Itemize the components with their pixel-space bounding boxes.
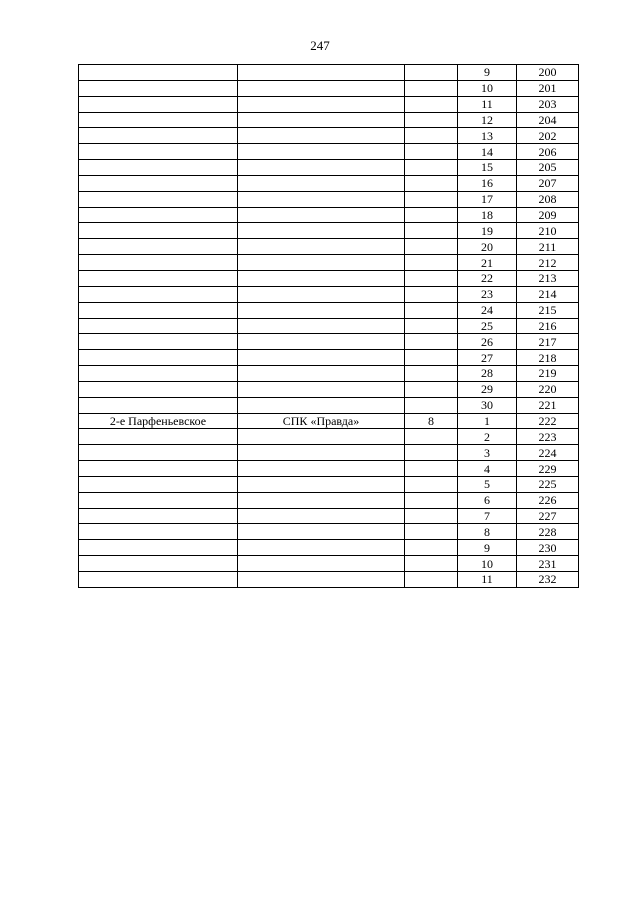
number-cell: 9	[458, 65, 517, 81]
table-row	[79, 429, 579, 445]
number-cell: 29	[458, 381, 517, 397]
settlement-cell	[79, 112, 238, 128]
data-table	[78, 64, 579, 588]
table-row	[79, 270, 579, 286]
settlement-cell	[79, 191, 238, 207]
settlement-cell	[79, 492, 238, 508]
code-cell: 215	[517, 302, 579, 318]
count-cell	[405, 381, 458, 397]
organization-cell	[238, 429, 405, 445]
number-cell: 6	[458, 492, 517, 508]
number-cell: 10	[458, 556, 517, 572]
count-cell	[405, 429, 458, 445]
organization-cell	[238, 239, 405, 255]
organization-cell	[238, 461, 405, 477]
count-cell	[405, 255, 458, 271]
number-cell: 7	[458, 508, 517, 524]
table-row	[79, 223, 579, 239]
number-cell: 25	[458, 318, 517, 334]
organization-cell	[238, 255, 405, 271]
count-cell	[405, 572, 458, 588]
settlement-cell	[79, 334, 238, 350]
table-row	[79, 96, 579, 112]
settlement-cell	[79, 476, 238, 492]
settlement-cell	[79, 445, 238, 461]
table-row	[79, 381, 579, 397]
table-row	[79, 572, 579, 588]
number-cell: 11	[458, 96, 517, 112]
code-cell: 226	[517, 492, 579, 508]
table-row	[79, 80, 579, 96]
code-cell: 217	[517, 334, 579, 350]
organization-cell	[238, 207, 405, 223]
code-cell: 209	[517, 207, 579, 223]
organization-cell	[238, 350, 405, 366]
count-cell	[405, 96, 458, 112]
number-cell: 4	[458, 461, 517, 477]
organization-cell	[238, 540, 405, 556]
settlement-cell	[79, 255, 238, 271]
organization-cell	[238, 445, 405, 461]
organization-cell	[238, 524, 405, 540]
number-cell: 3	[458, 445, 517, 461]
organization-cell	[238, 302, 405, 318]
table-row	[79, 318, 579, 334]
code-cell: 231	[517, 556, 579, 572]
table-body	[79, 65, 579, 588]
table-row	[79, 524, 579, 540]
organization-cell	[238, 508, 405, 524]
organization-cell	[238, 80, 405, 96]
organization-cell	[238, 160, 405, 176]
number-cell: 22	[458, 270, 517, 286]
count-cell: 8	[405, 413, 458, 429]
table-row	[79, 144, 579, 160]
number-cell: 1	[458, 413, 517, 429]
table-row	[79, 366, 579, 382]
code-cell: 207	[517, 175, 579, 191]
organization-cell	[238, 286, 405, 302]
code-cell: 206	[517, 144, 579, 160]
code-cell: 204	[517, 112, 579, 128]
count-cell	[405, 144, 458, 160]
table-row	[79, 445, 579, 461]
count-cell	[405, 318, 458, 334]
count-cell	[405, 397, 458, 413]
settlement-cell	[79, 223, 238, 239]
number-cell: 26	[458, 334, 517, 350]
number-cell: 18	[458, 207, 517, 223]
count-cell	[405, 223, 458, 239]
settlement-cell	[79, 366, 238, 382]
count-cell	[405, 445, 458, 461]
settlement-cell	[79, 508, 238, 524]
count-cell	[405, 65, 458, 81]
count-cell	[405, 366, 458, 382]
code-cell: 227	[517, 508, 579, 524]
code-cell: 224	[517, 445, 579, 461]
count-cell	[405, 80, 458, 96]
count-cell	[405, 302, 458, 318]
number-cell: 16	[458, 175, 517, 191]
settlement-cell	[79, 381, 238, 397]
table-row	[79, 540, 579, 556]
settlement-cell	[79, 128, 238, 144]
code-cell: 222	[517, 413, 579, 429]
organization-cell	[238, 318, 405, 334]
count-cell	[405, 112, 458, 128]
count-cell	[405, 508, 458, 524]
settlement-cell	[79, 461, 238, 477]
code-cell: 229	[517, 461, 579, 477]
organization-cell	[238, 96, 405, 112]
number-cell: 10	[458, 80, 517, 96]
settlement-cell	[79, 318, 238, 334]
number-cell: 5	[458, 476, 517, 492]
settlement-cell	[79, 286, 238, 302]
code-cell: 200	[517, 65, 579, 81]
number-cell: 23	[458, 286, 517, 302]
organization-cell	[238, 128, 405, 144]
settlement-cell	[79, 96, 238, 112]
count-cell	[405, 286, 458, 302]
count-cell	[405, 461, 458, 477]
organization-cell	[238, 270, 405, 286]
code-cell: 219	[517, 366, 579, 382]
organization-cell	[238, 223, 405, 239]
number-cell: 20	[458, 239, 517, 255]
settlement-cell	[79, 160, 238, 176]
table-row	[79, 112, 579, 128]
code-cell: 228	[517, 524, 579, 540]
settlement-cell	[79, 239, 238, 255]
settlement-cell	[79, 524, 238, 540]
organization-cell	[238, 144, 405, 160]
number-cell: 14	[458, 144, 517, 160]
settlement-cell	[79, 207, 238, 223]
code-cell: 208	[517, 191, 579, 207]
table-row	[79, 350, 579, 366]
organization-cell: СПК «Правда»	[238, 413, 405, 429]
table-row	[79, 191, 579, 207]
count-cell	[405, 350, 458, 366]
table-row	[79, 239, 579, 255]
organization-cell	[238, 397, 405, 413]
count-cell	[405, 476, 458, 492]
table-row	[79, 286, 579, 302]
count-cell	[405, 191, 458, 207]
code-cell: 225	[517, 476, 579, 492]
code-cell: 205	[517, 160, 579, 176]
organization-cell	[238, 572, 405, 588]
code-cell: 214	[517, 286, 579, 302]
count-cell	[405, 492, 458, 508]
table-row	[79, 556, 579, 572]
table-row	[79, 175, 579, 191]
code-cell: 232	[517, 572, 579, 588]
table-row	[79, 255, 579, 271]
count-cell	[405, 524, 458, 540]
table-row	[79, 476, 579, 492]
organization-cell	[238, 366, 405, 382]
number-cell: 24	[458, 302, 517, 318]
count-cell	[405, 239, 458, 255]
settlement-cell	[79, 540, 238, 556]
count-cell	[405, 540, 458, 556]
organization-cell	[238, 381, 405, 397]
number-cell: 2	[458, 429, 517, 445]
count-cell	[405, 334, 458, 350]
table-row	[79, 128, 579, 144]
code-cell: 212	[517, 255, 579, 271]
number-cell: 9	[458, 540, 517, 556]
number-cell: 27	[458, 350, 517, 366]
table-row	[79, 461, 579, 477]
number-cell: 13	[458, 128, 517, 144]
settlement-cell	[79, 429, 238, 445]
number-cell: 21	[458, 255, 517, 271]
number-cell: 12	[458, 112, 517, 128]
code-cell: 216	[517, 318, 579, 334]
count-cell	[405, 270, 458, 286]
number-cell: 8	[458, 524, 517, 540]
organization-cell	[238, 65, 405, 81]
number-cell: 15	[458, 160, 517, 176]
table-row	[79, 160, 579, 176]
code-cell: 203	[517, 96, 579, 112]
organization-cell	[238, 334, 405, 350]
table-row	[79, 508, 579, 524]
code-cell: 218	[517, 350, 579, 366]
code-cell: 220	[517, 381, 579, 397]
count-cell	[405, 556, 458, 572]
count-cell	[405, 207, 458, 223]
page-number: 247	[310, 38, 330, 53]
number-cell: 11	[458, 572, 517, 588]
settlement-cell	[79, 302, 238, 318]
organization-cell	[238, 112, 405, 128]
settlement-cell	[79, 144, 238, 160]
code-cell: 213	[517, 270, 579, 286]
table-row	[79, 207, 579, 223]
settlement-cell	[79, 65, 238, 81]
table-row	[79, 334, 579, 350]
organization-cell	[238, 191, 405, 207]
organization-cell	[238, 175, 405, 191]
settlement-cell	[79, 397, 238, 413]
code-cell: 211	[517, 239, 579, 255]
number-cell: 28	[458, 366, 517, 382]
organization-cell	[238, 556, 405, 572]
code-cell: 230	[517, 540, 579, 556]
table-row	[79, 492, 579, 508]
number-cell: 30	[458, 397, 517, 413]
code-cell: 201	[517, 80, 579, 96]
organization-cell	[238, 476, 405, 492]
table-row	[79, 302, 579, 318]
settlement-cell	[79, 350, 238, 366]
code-cell: 202	[517, 128, 579, 144]
table-row	[79, 65, 579, 81]
table-row	[79, 397, 579, 413]
code-cell: 221	[517, 397, 579, 413]
settlement-cell	[79, 572, 238, 588]
code-cell: 223	[517, 429, 579, 445]
organization-cell	[238, 492, 405, 508]
count-cell	[405, 160, 458, 176]
settlement-cell	[79, 175, 238, 191]
number-cell: 17	[458, 191, 517, 207]
table-row	[79, 413, 579, 429]
settlement-cell	[79, 270, 238, 286]
number-cell: 19	[458, 223, 517, 239]
settlement-cell	[79, 80, 238, 96]
count-cell	[405, 175, 458, 191]
count-cell	[405, 128, 458, 144]
settlement-cell: 2-е Парфеньевское	[79, 413, 238, 429]
settlement-cell	[79, 556, 238, 572]
code-cell: 210	[517, 223, 579, 239]
